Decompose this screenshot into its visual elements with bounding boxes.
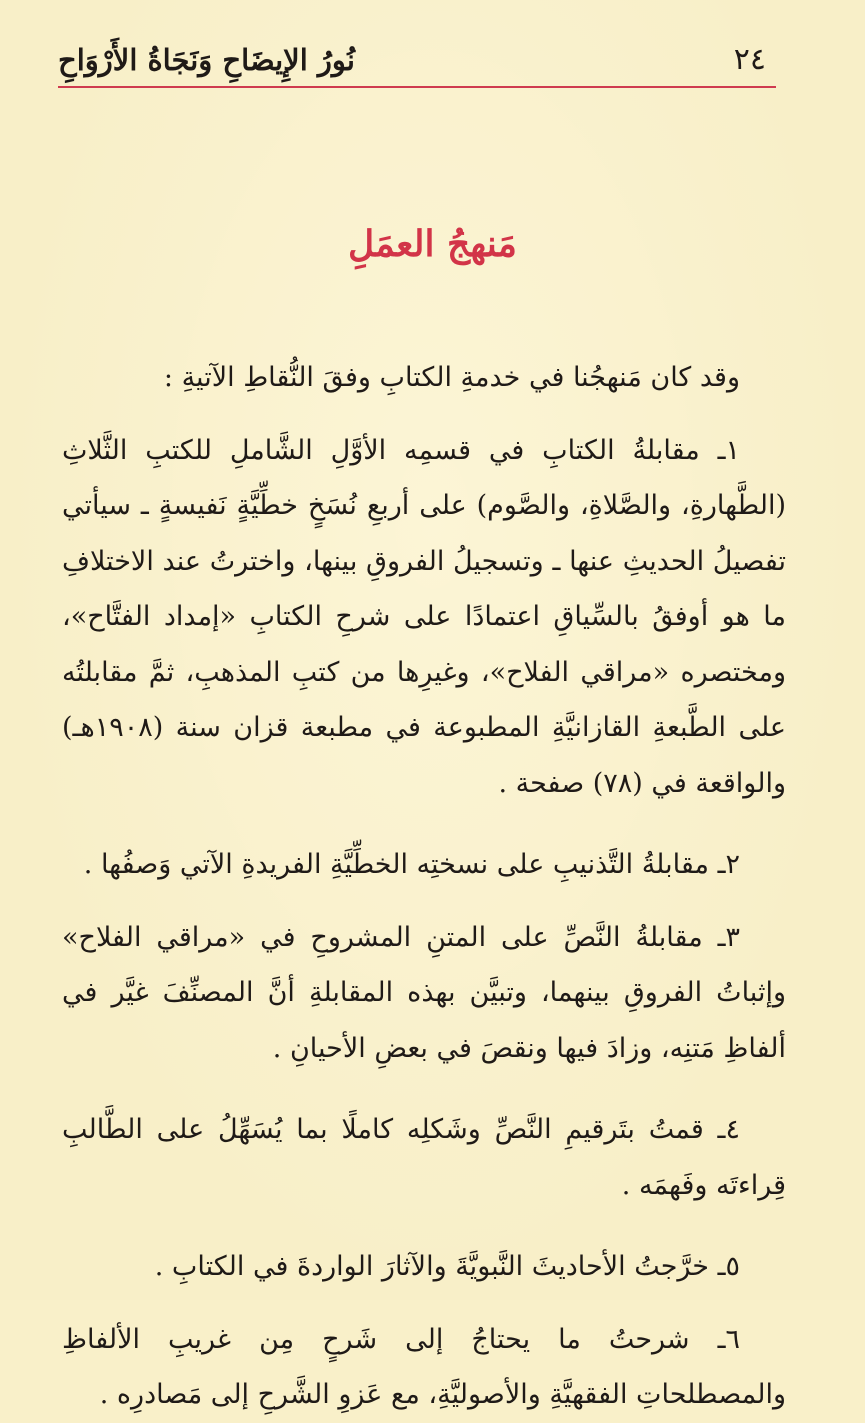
header-rule (58, 86, 776, 88)
list-item-1: ١ـ مقابلةُ الكتابِ في قسمِه الأوَّلِ الشَّاملِ للكتبِ الثَّلاثِ (الطَّهارةِ، والصَّلاةِ، والصَّوم) على أربعِ نُسَخٍ خطِّيَّةٍ نَفيسةٍ ـ سيأتي تفصيلُ الحديثِ عنها ـ وتسجيلُ الفروقِ بينها، واخترتُ عند الاختلافِ ما هو أوفقُ بالسِّياقِ اعتمادًا على شرحِ الكتابِ «إمداد الفتَّاح»، ومختصره «مراقي الفلاح»، وغيرِها من كتبِ المذهبِ، ثمَّ مقابلتُه على الطَّبعةِ القازانيَّةِ المطبوعة في مطبعة قزان سنة (١٩٠٨هـ) والواقعة في (٧٨) صفحة . (62, 434, 786, 799)
list-item-5: ٥ـ خرَّجتُ الأحاديثَ النَّبويَّةَ والآثارَ الواردةَ في الكتابِ . (154, 1251, 740, 1282)
list-item-6: ٦ـ شرحتُ ما يحتاجُ إلى شَرحٍ مِن غريبِ الألفاظِ والمصطلحاتِ الفقهيَّةِ والأصوليَّةِ، مع عَزوِ الشَّرحِ إلى مَصادرِه . (62, 1323, 786, 1410)
list-item-2: ٢ـ مقابلةُ التَّذنيبِ على نسختِه الخطِّيَّةِ الفريدةِ الآتي وَصفُها . (83, 849, 740, 880)
section-heading: مَنهجُ العمَلِ (348, 223, 517, 265)
list-item-4: ٤ـ قمتُ بتَرقيمِ النَّصِّ وشَكلِه كاملًا بما يُسَهِّلُ على الطَّالبِ قِراءتَه وفَهمَه . (62, 1114, 786, 1201)
running-title: نُورُ الإِيضَاحِ وَنَجَاةُ الأَرْوَاحِ (58, 43, 355, 77)
page-number: ٢٤ (733, 42, 766, 77)
body-text (62, 350, 786, 1423)
list-item-3: ٣ـ مقابلةُ النَّصِّ على المتنِ المشروحِ في «مراقي الفلاح» وإثباتُ الفروقِ بينهما، وتبيَّن بهذه المقابلةِ أنَّ المصنِّفَ غيَّر في ألفاظِ مَتنِه، وزادَ فيها ونقصَ في بعضِ الأحيانِ . (62, 921, 786, 1064)
page-header (58, 38, 776, 88)
intro-paragraph: وقد كان مَنهجُنا في خدمةِ الكتابِ وفقَ النُّقاطِ الآتيةِ : (163, 362, 740, 393)
